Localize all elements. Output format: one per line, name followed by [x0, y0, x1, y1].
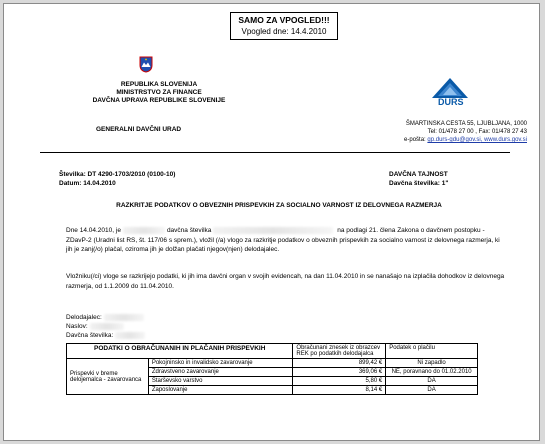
view-only-stamp — [230, 12, 338, 40]
employer-tax-label: Davčna številka: — [66, 332, 114, 339]
row-status: DA — [386, 386, 478, 395]
group-label: Prispevki v breme delojemalca - zavarovanca — [67, 359, 149, 395]
employer-block — [66, 313, 147, 340]
slovenian-crest-icon — [139, 56, 153, 78]
paragraph-request-taxno: davčna številka — [166, 227, 212, 234]
institution-header — [74, 81, 244, 105]
row-status: Ni zapadlo — [386, 359, 478, 368]
redacted-name — [123, 227, 165, 234]
reference-block — [59, 170, 175, 188]
document-title: RAZKRITJE PODATKOV O OBVEZNIH PRISPEVKIH ZA SOCIALNO VARNOST IZ DELOVNEGA RAZMERJA — [116, 202, 442, 209]
reference-date: Datum: 14.04.2010 — [59, 180, 116, 187]
secrecy-label: DAVČNA TAJNOST — [389, 171, 448, 178]
row-name: Zaposlovanje — [148, 386, 293, 395]
redacted-address — [90, 323, 124, 330]
header-main: PODATKI O OBRAČUNANIH IN PLAČANIH PRISPEVKIH — [67, 344, 293, 359]
paragraph-disclosure: Vložniku(/ci) vloge se razkrijejo podatki, ki jih ima davčni organ v svojih evidencah, na dan 11.04.2010 in se nanašajo na izplačila dohodkov iz delovnega razmerja, od 1.1.2009 do 11.04.2010. — [66, 273, 505, 290]
header-divider — [40, 152, 510, 153]
paragraph-request — [66, 226, 506, 255]
tax-number-label: Davčna številka: 1" — [389, 180, 449, 187]
contributions-table — [66, 343, 478, 395]
institution-line-2: MINISTRSTVO ZA FINANCE — [116, 89, 202, 96]
stamp-title: SAMO ZA VPOGLED!!! — [238, 15, 330, 25]
header-amount: Obračunani znesek iz obrazcev REK po podatkih delodajalca — [293, 344, 386, 359]
address-street: ŠMARTINSKA CESTA 55, LJUBLJANA, 1000 — [405, 121, 527, 127]
secrecy-block — [389, 170, 499, 188]
row-status: NE, poravnano do 01.02.2010 — [386, 368, 478, 377]
document-page — [3, 3, 540, 441]
reference-number: Številka: DT 4290-1703/2010 (0100-10) — [59, 171, 176, 178]
redacted-tax-number — [213, 227, 333, 234]
office-name: GENERALNI DAVČNI URAD — [96, 126, 182, 133]
row-amount: 899,42 € — [293, 359, 386, 368]
durs-logo-text: DURS — [438, 97, 464, 107]
address-phone: Tel: 01/478 27 00 , Fax: 01/478 27 43 — [427, 129, 527, 135]
stamp-date: Vpogled dne: 14.4.2010 — [241, 27, 327, 36]
table-header-row — [67, 344, 478, 359]
row-status: DA — [386, 377, 478, 386]
row-name: Pokojninsko in invalidsko zavarovanje — [148, 359, 293, 368]
header-payment: Podatek o plačilu — [386, 344, 478, 359]
row-amount: 5,80 € — [293, 377, 386, 386]
institution-line-1: REPUBLIKA SLOVENIJA — [120, 81, 198, 88]
employer-address-label: Naslov: — [66, 323, 88, 330]
website-link[interactable]: , www.durs.gov.si — [480, 137, 527, 143]
redacted-employer — [104, 314, 144, 321]
email-label: e-pošta: — [404, 137, 426, 143]
email-link[interactable]: gp.durs-gdu@gov.si — [427, 137, 481, 143]
row-amount: 369,06 € — [293, 368, 386, 377]
address-contact — [307, 136, 527, 144]
row-amount: 8,14 € — [293, 386, 386, 395]
table-row — [67, 359, 478, 368]
row-name: Starševsko varstvo — [148, 377, 293, 386]
paragraph-request-body: na podlagi 21. člena Zakona o davčnem postopku - ZDavP-2 (Uradni list RS, št. 117/06 s sprem.), vložil (/a) vlogo za razkritje podatkov o obveznih prispevkih za socialno varnost iz delovnega razmerja, ki jih je zanj(/o) plačal, oziroma jih je dolžan plačati njegov(njen) delodajalec. — [66, 227, 500, 253]
paragraph-request-start: Dne 14.04.2010, je — [66, 227, 121, 234]
redacted-employer-tax — [115, 332, 145, 339]
address-block — [307, 120, 527, 144]
row-name: Zdravstveno zavarovanje — [148, 368, 293, 377]
employer-label: Delodajalec: — [66, 314, 102, 321]
institution-line-3: DAVČNA UPRAVA REPUBLIKE SLOVENIJE — [92, 97, 226, 104]
